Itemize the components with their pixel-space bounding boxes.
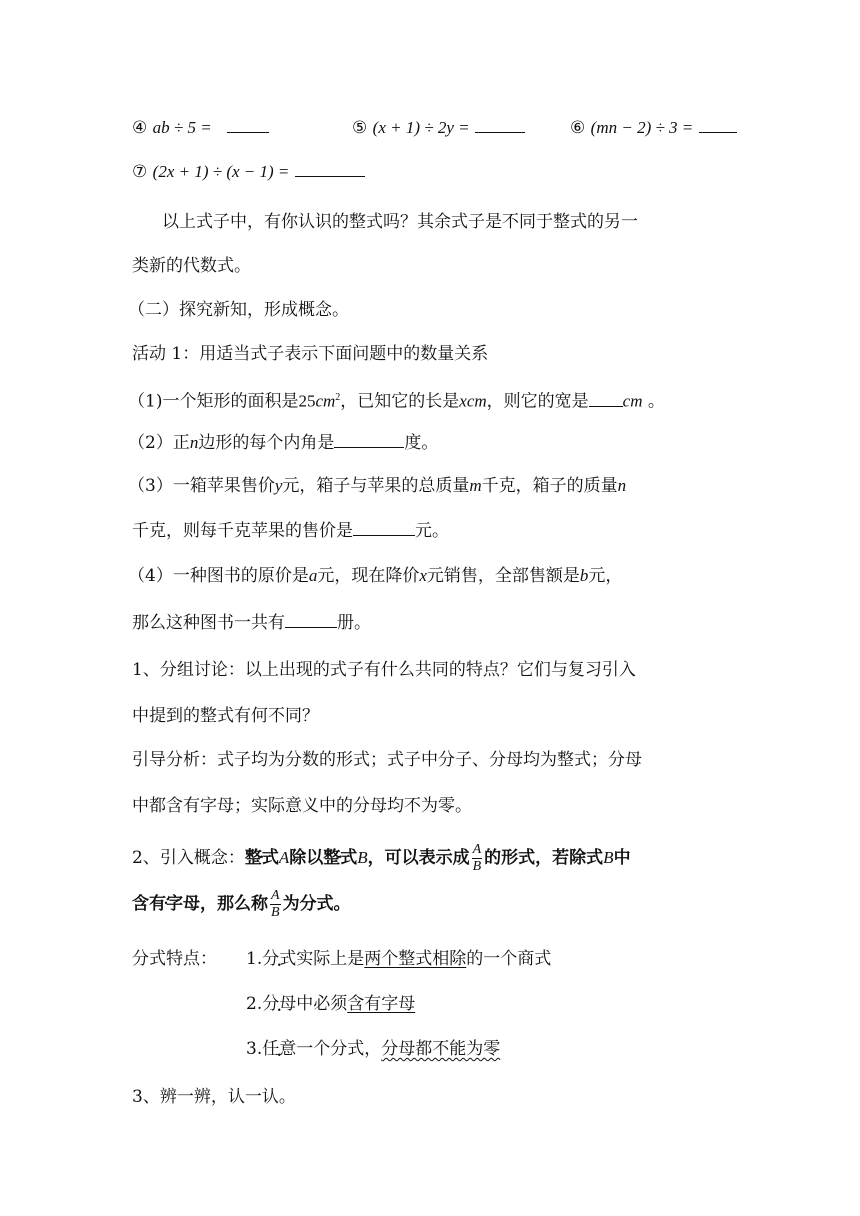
concept-text: 除以 <box>289 848 324 868</box>
feature-number: 3. <box>246 1039 263 1059</box>
q4-text: 元， <box>588 566 623 586</box>
q1-unit: cm <box>622 391 643 411</box>
answer-blank <box>699 114 737 133</box>
feature-number: 1. <box>246 949 263 969</box>
features-label: 分式特点： <box>132 949 217 969</box>
fraction-numerator: A <box>472 842 482 857</box>
concept-variable: A <box>278 848 290 867</box>
exercise-expression: (mn − 2) ÷ 3 = <box>590 118 694 137</box>
q4-text: 元，现在降价 <box>317 566 420 586</box>
concept-term: 整式 • <box>323 848 357 868</box>
question-4-cont <box>132 609 371 636</box>
feature-text: 的一个商式 <box>466 949 552 969</box>
q2-text: （2）正 <box>128 433 190 453</box>
feature-1 <box>246 946 551 972</box>
answer-blank <box>227 114 269 133</box>
question-1 <box>128 385 665 415</box>
point-3: 3、辨一辨，认一认。 <box>132 1087 296 1107</box>
exercise-5 <box>352 114 525 141</box>
answer-blank <box>589 388 623 407</box>
q1-area-number: 25 <box>298 391 316 411</box>
q1-text: （1)一个矩形的面积是 <box>128 391 299 412</box>
question-2 <box>128 429 438 456</box>
concept-term: 整式 • <box>245 848 279 868</box>
exercise-6 <box>570 114 737 141</box>
concept-term: 含有字母 • <box>132 894 200 914</box>
exercise-number: ⑦ <box>132 162 148 182</box>
discussion-line-2: 中提到的整式有何不同？ <box>132 706 319 726</box>
q3-variable: y <box>274 476 283 495</box>
q4-text: （4）一种图书的原价是 <box>128 566 309 586</box>
section-heading: （二）探究新知，形成概念。 <box>128 300 349 320</box>
feature-text: 一个分式， <box>296 1039 382 1059</box>
q1-text: ，则它的宽是 <box>486 391 589 412</box>
exercise-number: ⑥ <box>570 118 586 138</box>
q1-length: xcm <box>459 391 487 411</box>
feature-term: 分母 <box>262 994 297 1014</box>
fraction-numerator: A <box>271 888 280 903</box>
q3-text: （3）一箱苹果售价 <box>128 476 275 496</box>
exercise-7 <box>132 158 365 185</box>
fraction-a-over-b <box>270 888 281 921</box>
intro-line-2: 类新的代数式。 <box>132 256 251 276</box>
q3-text: 元，箱子与苹果的总质量 <box>282 476 470 496</box>
q4-variable: x <box>419 566 427 585</box>
exercise-expression: (x + 1) ÷ 2y = <box>372 118 470 137</box>
feature-2 <box>246 991 415 1017</box>
q4-text: 那么这种图书一共有 <box>132 613 285 633</box>
intro-line-1: 以上式子中，有你认识的整式吗？其余式子是不同于整式的另一 <box>162 212 638 232</box>
q4-text: 册。 <box>337 613 371 633</box>
q4-variable: a <box>308 566 318 585</box>
concept-variable: B <box>357 848 368 867</box>
concept-definition <box>132 838 631 878</box>
fraction-denominator: B <box>472 859 482 874</box>
concept-definition-cont <box>132 884 351 924</box>
q1-area-unit: cm <box>315 391 336 411</box>
answer-blank <box>475 114 525 133</box>
q1-area-exponent: 2 <box>335 392 341 403</box>
feature-3 <box>246 1036 500 1062</box>
concept-text: ，可以表示成 <box>367 848 470 868</box>
guide-line-2: 中都含有字母；实际意义中的分母均不为零。 <box>132 796 472 816</box>
q4-variable: b <box>579 566 589 585</box>
activity-heading: 活动 1：用适当式子表示下面问题中的数量关系 <box>132 344 489 364</box>
concept-text: 为分式。 <box>282 894 351 914</box>
feature-text: 中必须 <box>296 994 348 1014</box>
exercise-number: ⑤ <box>352 118 368 138</box>
feature-emphasis: 两个整式相除 <box>364 949 467 969</box>
concept-text: ，那么称 <box>200 894 268 914</box>
q2-variable: n <box>189 433 199 452</box>
fraction-a-over-b <box>472 842 483 875</box>
q4-text: 元销售，全部售额是 <box>426 566 580 586</box>
exercise-expression: (2x + 1) ÷ (x − 1) = <box>152 162 290 181</box>
fraction-denominator: B <box>271 905 280 920</box>
question-3-cont <box>132 517 449 544</box>
feature-term: 分式 <box>262 949 297 969</box>
exercise-expression: ab ÷ 5 = <box>152 118 212 137</box>
exercise-4 <box>132 114 269 141</box>
question-4 <box>128 563 622 589</box>
q3-text: 千克，则每千克苹果的售价是 <box>132 521 353 541</box>
q1-text: 。 <box>647 391 665 412</box>
q3-text: 元。 <box>415 521 449 541</box>
q3-text: 千克，箱子的质量 <box>481 476 618 496</box>
question-3 <box>128 473 626 499</box>
q2-text: 度。 <box>404 433 439 453</box>
exercise-number: ④ <box>132 118 148 138</box>
answer-blank <box>353 517 415 536</box>
feature-emphasis: 含有字母 <box>347 994 416 1014</box>
q3-variable: n <box>617 476 627 495</box>
discussion-line-1: 1、分组讨论：以上出现的式子有什么共同的特点？它们与复习引入 <box>132 660 636 680</box>
answer-blank <box>285 609 337 628</box>
feature-term: 任意 <box>262 1039 297 1059</box>
q2-text: 边形的每个内角是 <box>198 433 335 453</box>
guide-line-1: 引导分析：式子均为分数的形式；式子中分子、分母均为整式；分母 <box>132 750 642 770</box>
answer-blank <box>334 429 404 448</box>
answer-blank <box>295 158 365 177</box>
concept-text: 中 <box>613 848 631 868</box>
concept-text: 的形式，若除式 <box>484 848 604 868</box>
feature-text: 实际上是 <box>296 949 365 969</box>
concept-variable: B <box>603 848 614 867</box>
feature-emphasis: 分母都不能为零 <box>381 1039 501 1059</box>
concept-lead: 2、引入概念： <box>132 848 245 868</box>
q3-variable: m <box>469 476 482 495</box>
q1-text: ，已知它的长是 <box>340 391 460 412</box>
feature-number: 2. <box>246 994 263 1014</box>
